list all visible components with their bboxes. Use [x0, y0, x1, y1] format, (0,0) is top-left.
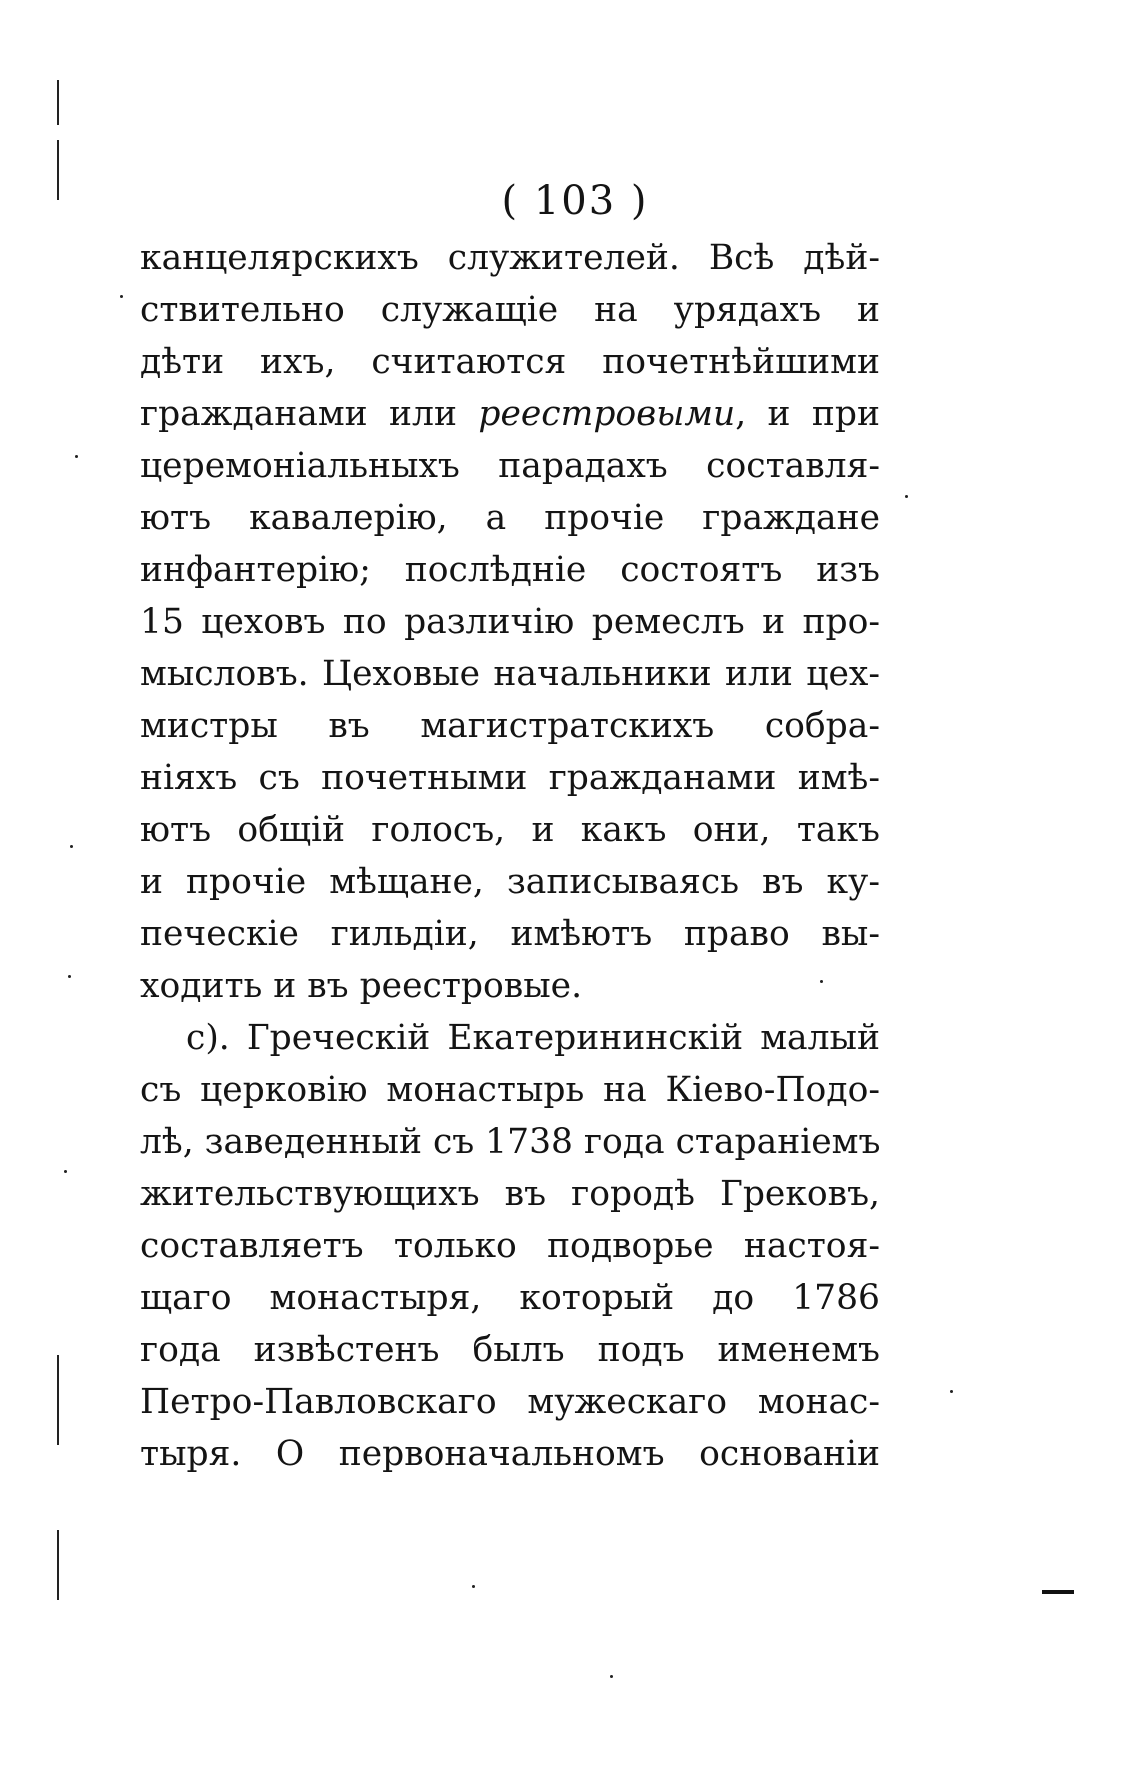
italic-term: реестровыми: [478, 394, 736, 434]
text-line: ствительно служащіе на урядахъ и: [140, 290, 880, 330]
text-run: гражданами или: [140, 394, 479, 434]
text-line: ходить и въ реестровые.: [140, 966, 583, 1006]
scan-speck: [472, 1585, 475, 1588]
scan-speck: [610, 1675, 613, 1678]
text-line: Петро-Павловскаго мужескаго монас-: [140, 1382, 880, 1422]
text-line: c). Греческій Екатерининскій малый: [186, 1018, 880, 1058]
text-line: печескіе гильдіи, имѣютъ право вы-: [140, 914, 880, 954]
text-line: дѣти ихъ, считаются почетнѣйшими: [140, 342, 880, 382]
text-line: [140, 388, 880, 440]
text-line: канцелярскихъ служителей. Всѣ дѣй-: [140, 238, 880, 278]
text-line: съ церковію монастырь на Кіево-Подо-: [140, 1070, 880, 1110]
text-line: ютъ общій голосъ, и какъ они, такъ: [140, 810, 880, 850]
text-line: ютъ кавалерію, а прочіе граждане: [140, 498, 880, 538]
text-line: ніяхъ съ почетными гражданами имѣ-: [140, 758, 880, 798]
text-line: инфантерію; послѣдніе состоятъ изъ: [140, 550, 880, 590]
scan-mark: [57, 140, 59, 200]
scan-speck: [70, 845, 73, 848]
scan-mark: [57, 1530, 59, 1600]
text-line: церемоніальныхъ парадахъ составля-: [140, 446, 880, 486]
scan-mark: [57, 1355, 59, 1445]
text-line: года извѣстенъ былъ подъ именемъ: [140, 1330, 880, 1370]
scan-speck: [64, 1170, 67, 1173]
page-number: ( 103 ): [501, 178, 649, 224]
scan-speck: [120, 295, 123, 298]
text-line: 15 цеховъ по различію ремеслъ и про-: [140, 602, 880, 642]
text-line: и прочіе мѣщане, записываясь въ ку-: [140, 862, 880, 902]
text-line: мысловъ. Цеховые начальники или цех-: [140, 654, 880, 694]
scan-mark: [57, 80, 59, 125]
scan-speck: [905, 495, 908, 498]
text-line: мистры въ магистратскихъ собра-: [140, 706, 880, 746]
scan-speck: [68, 975, 71, 978]
scan-dash: [1042, 1590, 1074, 1594]
text-line: щаго монастыря, который до 1786: [140, 1278, 880, 1318]
text-line: лѣ, заведенный съ 1738 года стараніемъ: [140, 1122, 881, 1162]
text-line: жительствующихъ въ городѣ Грековъ,: [140, 1174, 880, 1214]
text-line: тыря. О первоначальномъ основаніи: [140, 1434, 880, 1474]
scan-speck: [75, 455, 78, 458]
text-run: , и при: [735, 394, 880, 434]
scan-speck: [820, 980, 823, 983]
scan-speck: [950, 1390, 953, 1393]
text-line: составляетъ только подворье настоя-: [140, 1226, 880, 1266]
